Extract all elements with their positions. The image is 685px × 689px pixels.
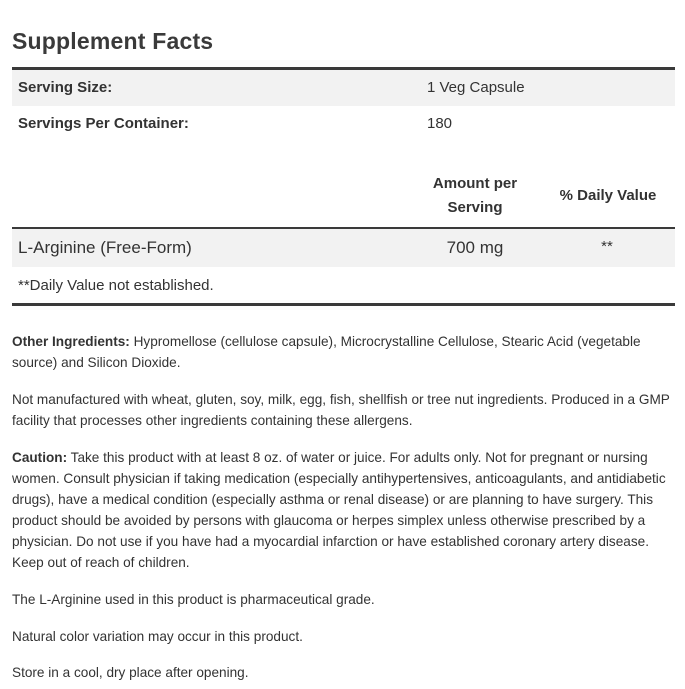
color-variation-paragraph: Natural color variation may occur in this product. xyxy=(12,629,303,644)
amount-header-line2: Serving xyxy=(447,199,503,216)
allergen-paragraph: Not manufactured with wheat, gluten, soy, milk, egg, fish, shellfish or tree nut ingredients. Produced in a GMP facility that processes other ingredients containing these allergens. xyxy=(12,392,670,428)
servings-per-container-label: Servings Per Container: xyxy=(18,115,189,132)
servings-per-container-value: 180 xyxy=(427,115,453,132)
ingredient-daily-value: ** xyxy=(601,238,613,255)
page-title: Supplement Facts xyxy=(12,28,214,54)
column-header-row xyxy=(12,170,675,226)
servings-per-container-row xyxy=(12,106,675,142)
caution-label: Caution: xyxy=(12,450,68,465)
footnote-row xyxy=(12,267,675,303)
other-ingredients-label: Other Ingredients: xyxy=(12,334,130,349)
grade-paragraph: The L-Arginine used in this product is pharmaceutical grade. xyxy=(12,592,375,607)
bottom-divider xyxy=(12,303,675,306)
storage-paragraph: Store in a cool, dry place after opening. xyxy=(12,665,249,680)
caution-paragraph xyxy=(12,447,675,573)
caution-text: Take this product with at least 8 oz. of water or juice. For adults only. Not for pregnant or nursing women. Consult physician if taking medication (especially antihypertensives, anticoagulants, and antidiabetic drugs), have a medical condition (especially asthma or renal disease) or are planning to have surgery. This product should be avoided by persons with glaucoma or herpes simplex unless otherwise prescribed by a physician. Do not use if you have had a myocardial infarction or have established coronary artery disease. Keep out of reach of children. xyxy=(12,450,666,570)
ingredient-amount: 700 mg xyxy=(446,238,504,257)
ingredient-row xyxy=(12,229,675,267)
amount-per-serving-header xyxy=(420,172,530,220)
serving-size-row xyxy=(12,70,675,106)
serving-size-value: 1 Veg Capsule xyxy=(427,79,525,96)
serving-size-label: Serving Size: xyxy=(18,79,113,96)
daily-value-header: % Daily Value xyxy=(559,187,657,204)
ingredient-name: L-Arginine (Free-Form) xyxy=(18,238,192,257)
amount-header-line1: Amount per xyxy=(432,175,518,192)
daily-value-footnote: **Daily Value not established. xyxy=(18,277,214,294)
other-ingredients-paragraph xyxy=(12,331,675,373)
other-ingredients-text: Hypromellose (cellulose capsule), Microcrystalline Cellulose, Stearic Acid (vegetable source) and Silicon Dioxide. xyxy=(12,334,641,370)
